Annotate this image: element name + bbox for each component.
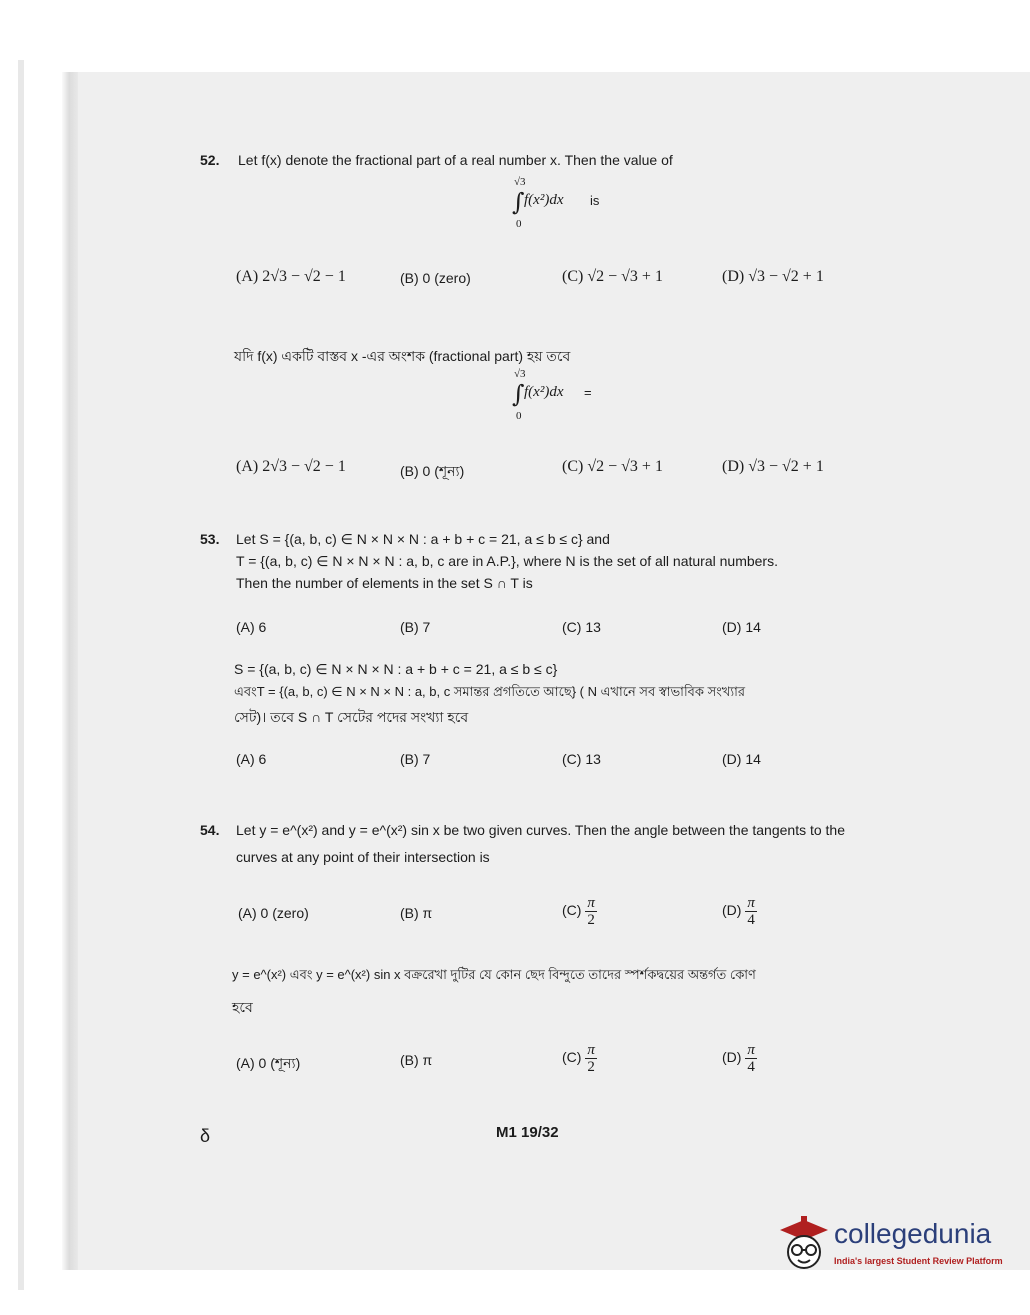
q53-bn-option-d: (D) 14 — [722, 751, 761, 767]
fraction-numerator: π — [747, 895, 755, 911]
q52-option-a: (A) 2√3 − √2 − 1 — [236, 268, 346, 285]
fraction-numerator: π — [747, 1042, 755, 1058]
q52-integral-bn-upper: √3 — [514, 368, 526, 380]
q53-bn-option-b: (B) 7 — [400, 751, 431, 767]
q52-integral-bn-tail: = — [584, 385, 592, 400]
page-footer: M1 19/32 — [496, 1124, 559, 1141]
fraction-denominator: 2 — [587, 1059, 595, 1075]
q54-option-c-fraction — [585, 895, 597, 928]
q52-bn-option-c: (C) √2 − √3 + 1 — [562, 458, 663, 475]
q52-stem-bn: যদি f(x) একটি বাস্তব x -এর অংশক (fractional part) হয় তবে — [234, 348, 571, 364]
q53-bn-line-3: সেট)। তবে S ∩ T সেটের পদের সংখ্যা হবে — [234, 709, 469, 725]
q52-option-d: (D) √3 − √2 + 1 — [722, 268, 824, 285]
q54-option-c — [562, 895, 597, 928]
q54-option-a: (A) 0 (zero) — [238, 905, 309, 921]
q54-bn-option-d-fraction — [745, 1042, 757, 1075]
question-number-54: 54. — [200, 822, 220, 838]
q52-integral-bn-body: f(x²)dx — [524, 384, 564, 400]
q52-integral-upper: √3 — [514, 176, 526, 188]
q53-line-1: Let S = {(a, b, c) ∈ N × N × N : a + b + c = 21, a ≤ b ≤ c} and — [236, 531, 610, 547]
fraction-denominator: 4 — [747, 1059, 755, 1075]
q52-option-b: (B) 0 (zero) — [400, 270, 471, 286]
q53-option-a: (A) 6 — [236, 619, 267, 635]
q54-bn-option-c — [562, 1042, 597, 1075]
q54-option-d — [722, 895, 757, 928]
q52-option-c: (C) √2 − √3 + 1 — [562, 268, 663, 285]
brand-name: collegedunia — [834, 1218, 992, 1249]
q54-bn-option-c-fraction — [585, 1042, 597, 1075]
q54-line-1: Let y = e^(x²) and y = e^(x²) sin x be two given curves. Then the angle between the tangents to the — [236, 822, 845, 838]
q53-bn-line-2: এবংT = {(a, b, c) ∈ N × N × N : a, b, c সমান্তর প্রগতিতে আছে} ( N এখানে সব স্বাভাবিক সংখ্যার — [234, 684, 746, 699]
q53-bn-option-c: (C) 13 — [562, 751, 601, 767]
question-number-52: 52. — [200, 152, 220, 168]
q54-option-d-fraction — [745, 895, 757, 928]
q54-option-c-label: (C) — [562, 902, 582, 919]
page-edge — [18, 60, 24, 1290]
q53-line-3: Then the number of elements in the set S ∩ T is — [236, 575, 533, 591]
q54-bn-line-2: হবে — [232, 999, 253, 1015]
page-left-mark: δ — [200, 1126, 211, 1146]
q54-bn-option-b: (B) π — [400, 1052, 433, 1068]
integral-sign-icon: ∫ — [512, 188, 525, 216]
q54-bn-line-1: y = e^(x²) এবং y = e^(x²) sin x বক্ররেখা দুটির যে কোন ছেদ বিন্দুতে তাদের স্পর্শকদ্বয়ের অন্তর্গত কোণ — [232, 967, 756, 982]
fraction-numerator: π — [587, 895, 595, 911]
q54-bn-option-c-label: (C) — [562, 1049, 582, 1066]
q52-integral-bn — [512, 368, 632, 432]
q53-line-2: T = {(a, b, c) ∈ N × N × N : a, b, c are in A.P.}, where N is the set of all natural numbers. — [236, 553, 778, 569]
q52-integral-lower: 0 — [516, 218, 522, 230]
q53-option-c: (C) 13 — [562, 619, 601, 635]
q54-option-b: (B) π — [400, 905, 433, 921]
q52-integral — [512, 176, 632, 240]
q52-integral-body: f(x²)dx — [524, 192, 564, 208]
integral-sign-icon: ∫ — [512, 380, 525, 408]
q54-bn-option-d — [722, 1042, 757, 1075]
q54-line-2: curves at any point of their intersection is — [236, 849, 490, 865]
q53-bn-line-1: S = {(a, b, c) ∈ N × N × N : a + b + c = 21, a ≤ b ≤ c} — [234, 661, 558, 677]
collegedunia-logo — [776, 1212, 1003, 1282]
q52-integral-bn-lower: 0 — [516, 410, 522, 422]
question-number-53: 53. — [200, 531, 220, 547]
q54-option-d-label: (D) — [722, 902, 742, 919]
q52-bn-option-b: (B) 0 (শূন্য) — [400, 463, 465, 479]
q54-bn-option-a: (A) 0 (শূন্য) — [236, 1055, 301, 1071]
fraction-denominator: 2 — [587, 912, 595, 928]
q54-bn-option-d-label: (D) — [722, 1049, 742, 1066]
q52-integral-tail: is — [590, 193, 600, 208]
q53-option-b: (B) 7 — [400, 619, 431, 635]
q52-bn-option-a: (A) 2√3 − √2 − 1 — [236, 458, 346, 475]
q53-bn-option-a: (A) 6 — [236, 751, 267, 767]
q52-stem: Let f(x) denote the fractional part of a real number x. Then the value of — [238, 152, 673, 168]
brand-tagline: India's largest Student Review Platform — [834, 1256, 1003, 1266]
graduate-mascot-icon — [776, 1212, 832, 1278]
q52-bn-option-d: (D) √3 − √2 + 1 — [722, 458, 824, 475]
q53-option-d: (D) 14 — [722, 619, 761, 635]
fraction-denominator: 4 — [747, 912, 755, 928]
fraction-numerator: π — [587, 1042, 595, 1058]
